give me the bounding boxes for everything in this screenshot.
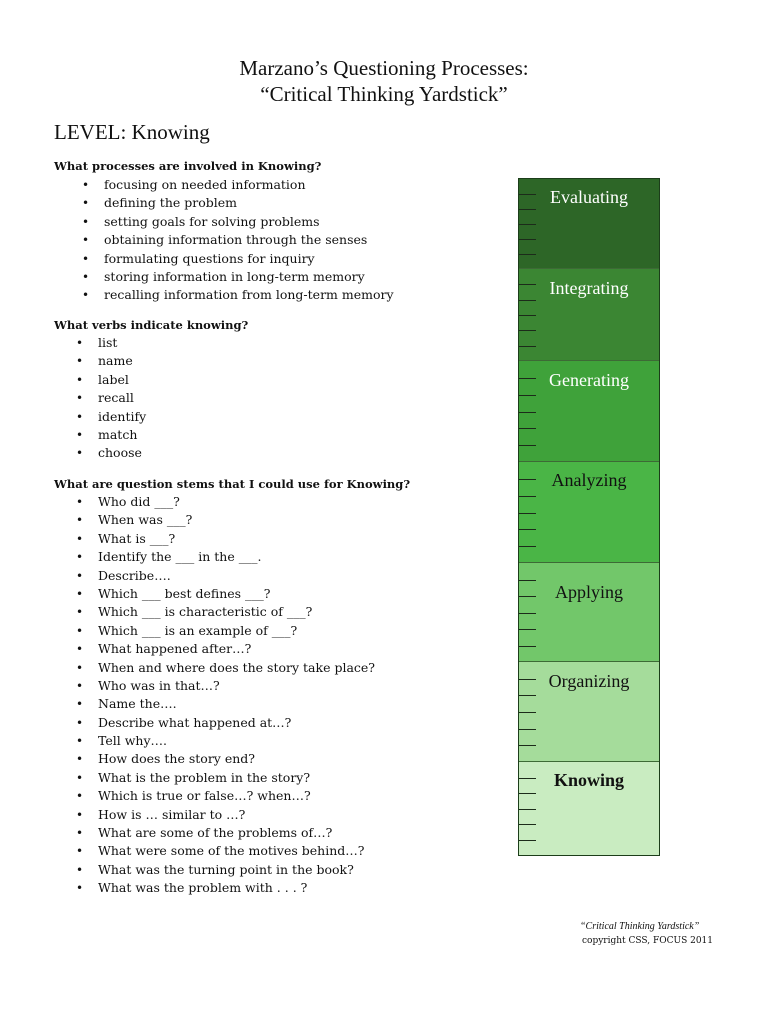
footer-title: “Critical Thinking Yardstick” [580, 921, 700, 932]
verbs-question: What verbs indicate knowing? [54, 318, 249, 332]
question-stem-item: • Tell why…. [98, 732, 375, 750]
yardstick-level-applying [519, 563, 659, 662]
question-stem-item: • How is … similar to …? [98, 806, 375, 824]
ruler-tick [519, 194, 536, 195]
ruler-tick [519, 224, 536, 225]
question-stem-item: • Describe…. [98, 567, 375, 585]
question-stem-item: • What is the problem in the story? [98, 769, 375, 787]
yardstick-level-label: Knowing [553, 770, 625, 790]
verb-item: • identify [98, 408, 146, 426]
ruler-tick [519, 679, 536, 680]
question-stem-item: • Which ___ best defines ___? [98, 585, 375, 603]
process-item: • focusing on needed information [104, 176, 394, 194]
question-stem-item: • Who was in that…? [98, 677, 375, 695]
ruler-tick [519, 254, 536, 255]
ruler-tick [519, 546, 536, 547]
ruler-tick [519, 646, 536, 647]
ruler-tick [519, 793, 536, 794]
ruler-tick [519, 629, 536, 630]
ruler-tick [519, 315, 536, 316]
yardstick-level-label: Applying [554, 582, 623, 602]
question-stems-list [98, 493, 375, 898]
yardstick-level-label: Integrating [549, 278, 629, 298]
ruler-tick [519, 479, 536, 480]
ruler-tick [519, 412, 536, 413]
question-stem-item: • Describe what happened at…? [98, 714, 375, 732]
ruler-tick [519, 346, 536, 347]
verbs-list [98, 334, 146, 463]
question-stem-item: • How does the story end? [98, 750, 375, 768]
ruler-tick [519, 824, 536, 825]
ruler-tick [519, 613, 536, 614]
ruler-tick [519, 529, 536, 530]
verb-item: • choose [98, 444, 146, 462]
ruler-tick [519, 513, 536, 514]
critical-thinking-yardstick [518, 178, 660, 856]
stems-question: What are question stems that I could use for Knowing? [54, 477, 411, 491]
process-item: • setting goals for solving problems [104, 213, 394, 231]
question-stem-item: • What was the problem with . . . ? [98, 879, 375, 897]
processes-question: What processes are involved in Knowing? [54, 159, 322, 173]
question-stem-item: • Which is true or false…? when…? [98, 787, 375, 805]
yardstick-level-evaluating [519, 179, 659, 269]
yardstick-level-label: Organizing [548, 671, 630, 691]
ruler-tick [519, 745, 536, 746]
ruler-tick [519, 496, 536, 497]
processes-list [104, 176, 394, 305]
question-stem-item: • What were some of the motives behind…? [98, 842, 375, 860]
ruler-tick [519, 284, 536, 285]
ruler-tick [519, 778, 536, 779]
process-item: • obtaining information through the senses [104, 231, 394, 249]
process-item: • recalling information from long-term memory [104, 286, 394, 304]
yardstick-level-integrating [519, 269, 659, 361]
ruler-tick [519, 712, 536, 713]
ruler-tick [519, 300, 536, 301]
question-stem-item: • Identify the ___ in the ___. [98, 548, 375, 566]
question-stem-item: • What was the turning point in the book? [98, 861, 375, 879]
ruler-tick [519, 239, 536, 240]
yardstick-level-label: Generating [549, 370, 629, 390]
ruler-tick [519, 428, 536, 429]
question-stem-item: • When was ___? [98, 511, 375, 529]
process-item: • defining the problem [104, 194, 394, 212]
question-stem-item: • What are some of the problems of…? [98, 824, 375, 842]
footer-copyright: copyright CSS, FOCUS 2011 [582, 936, 714, 946]
page-title-line2: “Critical Thinking Yardstick” [260, 82, 508, 106]
yardstick-level-generating [519, 361, 659, 462]
ruler-tick [519, 596, 536, 597]
ruler-tick [519, 809, 536, 810]
yardstick-level-label: Analyzing [551, 470, 627, 490]
process-item: • formulating questions for inquiry [104, 250, 394, 268]
question-stem-item: • Which ___ is characteristic of ___? [98, 603, 375, 621]
question-stem-item: • Who did ___? [98, 493, 375, 511]
ruler-tick [519, 695, 536, 696]
question-stem-item: • When and where does the story take place? [98, 659, 375, 677]
verb-item: • match [98, 426, 146, 444]
question-stem-item: • What happened after…? [98, 640, 375, 658]
yardstick-level-organizing [519, 662, 659, 762]
yardstick-level-knowing [519, 762, 659, 855]
ruler-tick [519, 378, 536, 379]
ruler-tick [519, 445, 536, 446]
ruler-tick [519, 580, 536, 581]
yardstick-level-analyzing [519, 462, 659, 563]
verb-item: • recall [98, 389, 146, 407]
ruler-tick [519, 209, 536, 210]
ruler-tick [519, 330, 536, 331]
process-item: • storing information in long-term memory [104, 268, 394, 286]
verb-item: • name [98, 352, 146, 370]
page-title-line1: Marzano’s Questioning Processes: [239, 56, 529, 80]
question-stem-item: • Name the…. [98, 695, 375, 713]
ruler-tick [519, 729, 536, 730]
verb-item: • list [98, 334, 146, 352]
ruler-tick [519, 840, 536, 841]
verb-item: • label [98, 371, 146, 389]
yardstick-level-label: Evaluating [550, 187, 628, 207]
question-stem-item: • Which ___ is an example of ___? [98, 622, 375, 640]
ruler-tick [519, 395, 536, 396]
question-stem-item: • What is ___? [98, 530, 375, 548]
level-heading: LEVEL: Knowing [54, 120, 210, 144]
